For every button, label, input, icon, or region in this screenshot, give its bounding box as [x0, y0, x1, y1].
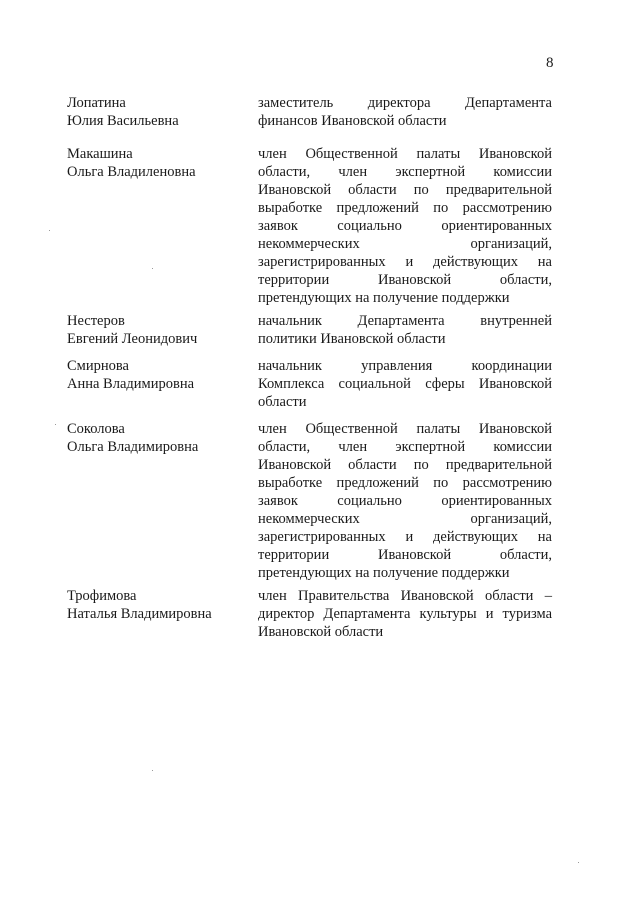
role-line: директор Департамента культуры и туризма: [258, 606, 552, 622]
role-line: начальник Департамента внутренней: [258, 313, 552, 329]
member-role: [258, 420, 552, 582]
member-role: [258, 145, 552, 307]
role-line: политики Ивановской области: [258, 331, 446, 347]
role-line: области, член экспертной комиссии: [258, 164, 552, 180]
member-name: [67, 587, 242, 623]
role-line: области, член экспертной комиссии: [258, 439, 552, 455]
role-line: член Правительства Ивановской области –: [258, 588, 552, 604]
member-given-names: Анна Владимировна: [67, 376, 195, 392]
role-line: финансов Ивановской области: [258, 113, 447, 129]
scan-speck: [152, 268, 153, 269]
member-surname: Лопатина: [67, 95, 126, 111]
role-line: некоммерческих организаций,: [258, 511, 552, 527]
role-line: выработке предложений по рассмотрению: [258, 475, 552, 491]
member-role: [258, 587, 552, 641]
member-name: [67, 357, 242, 393]
role-line: претендующих на получение поддержки: [258, 290, 510, 306]
scan-speck: [578, 862, 579, 863]
role-line: выработке предложений по рассмотрению: [258, 200, 552, 216]
member-role: [258, 94, 552, 130]
role-line: претендующих на получение поддержки: [258, 565, 510, 581]
member-given-names: Ольга Владимировна: [67, 439, 199, 455]
member-role: [258, 312, 552, 348]
member-name: [67, 312, 242, 348]
member-role: [258, 357, 552, 411]
role-line: территории Ивановской области,: [258, 547, 552, 563]
page-number: 8: [546, 55, 554, 71]
member-given-names: Юлия Васильевна: [67, 113, 179, 129]
role-line: заместитель директора Департамента: [258, 95, 552, 111]
role-line: Комплекса социальной сферы Ивановской: [258, 376, 552, 392]
role-line: заявок социально ориентированных: [258, 218, 552, 234]
scan-speck: [152, 770, 153, 771]
role-line: зарегистрированных и действующих на: [258, 529, 552, 545]
member-given-names: Наталья Владимировна: [67, 606, 212, 622]
member-given-names: Евгений Леонидович: [67, 331, 198, 347]
scan-speck: [49, 230, 50, 231]
role-line: области: [258, 394, 307, 410]
role-line: территории Ивановской области,: [258, 272, 552, 288]
member-name: [67, 420, 242, 456]
member-surname: Соколова: [67, 421, 125, 437]
role-line: начальник управления координации: [258, 358, 552, 374]
role-line: заявок социально ориентированных: [258, 493, 552, 509]
role-line: член Общественной палаты Ивановской: [258, 146, 552, 162]
member-given-names: Ольга Владиленовна: [67, 164, 196, 180]
member-surname: Нестеров: [67, 313, 125, 329]
member-name: [67, 145, 242, 181]
member-surname: Смирнова: [67, 358, 129, 374]
role-line: Ивановской области по предварительной: [258, 182, 552, 198]
scan-speck: [55, 424, 56, 425]
role-line: некоммерческих организаций,: [258, 236, 552, 252]
member-surname: Трофимова: [67, 588, 137, 604]
role-line: Ивановской области по предварительной: [258, 457, 552, 473]
member-name: [67, 94, 242, 130]
member-surname: Макашина: [67, 146, 133, 162]
role-line: член Общественной палаты Ивановской: [258, 421, 552, 437]
role-line: Ивановской области: [258, 624, 384, 640]
role-line: зарегистрированных и действующих на: [258, 254, 552, 270]
